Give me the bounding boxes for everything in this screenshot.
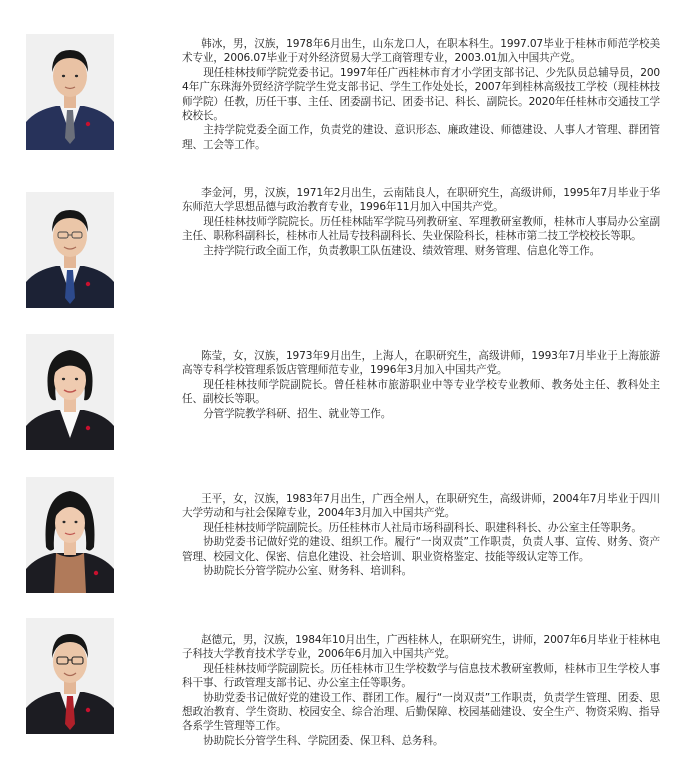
bio-career: 现任桂林技师学院党委书记。1997年任广西桂林市育才小学团支部书记、少先队员总辅导员，2004年广东珠海外贸经济学院学生党支部书记、学生工作处处长，2007年到桂林高级技工学校（现桂林技师学院）任教，历任干事、主任、团委副书记、团委书记、科长、副院长。2020年任桂林市交通技工学校校长。: [182, 66, 660, 123]
portrait-photo-2: [26, 192, 114, 308]
portrait-2-image: [26, 192, 114, 308]
bio-5: [182, 633, 660, 748]
bio-duties-extra: 协助院长分管学院办公室、财务科、培训科。: [203, 565, 413, 578]
bio-career: 现任桂林技师学院副院长。曾任桂林市旅游职业中等专业学校专业教师、教务处主任、教科处主任、副校长等职。: [182, 378, 660, 406]
portrait-photo-1: [26, 34, 114, 150]
portrait-photo-5: [26, 618, 114, 734]
bio-1: [182, 37, 660, 152]
portrait-photo-3: [26, 334, 114, 450]
bio-duties: 协助党委书记做好党的建设工作、群团工作。履行“一岗双责”工作职责，负责学生管理、团委、思想政治教育、学生资助、校园安全、综合治理、后勤保障、校园基础建设、安全生产、物资采购、指导各系学生管理等工作。: [182, 691, 660, 733]
portrait-photo-4: [26, 477, 114, 593]
bio-duties: 协助党委书记做好党的建设、组织工作。履行“一岗双责”工作职责，负责人事、宣传、财务、资产管理、校园文化、保密、信息化建设、社会培训、职业资格鉴定、技能等级认定等工作。: [182, 536, 660, 563]
bio-intro: 韩冰，男，汉族，1978年6月出生，山东龙口人，在职本科生。1997.07毕业于桂林市师范学校美术专业，2006.07毕业于对外经济贸易大学工商管理专业，2003.01加入中国共产党。: [182, 38, 660, 65]
portrait-3-image: [26, 334, 114, 450]
portrait-4-image: [26, 477, 114, 593]
portrait-1-image: [26, 34, 114, 150]
bio-intro: 王平，女，汉族，1983年7月出生，广西全州人，在职研究生，高级讲师，2004年7月毕业于四川大学劳动和与社会保障专业，2004年3月加入中国共产党。: [182, 493, 660, 520]
portrait-5-image: [26, 618, 114, 734]
bio-intro: 李金河，男，汉族，1971年2月出生，云南陆良人，在职研究生，高级讲师，1995年7月毕业于华东师范大学思想品德与政治教育专业，1996年11月加入中国共产党。: [182, 187, 660, 214]
bio-duties-extra: 协助院长分管学生科、学院团委、保卫科、总务科。: [203, 734, 444, 747]
bio-duties: 主持学院行政全面工作，负责教职工队伍建设、绩效管理、财务管理、信息化等工作。: [203, 244, 601, 257]
bio-duties: 分管学院教学科研、招生、就业等工作。: [203, 407, 392, 420]
bio-career: 现任桂林技师学院副院长。历任桂林市人社局市场科副科长、职建科科长、办公室主任等职务。: [203, 521, 642, 534]
bio-career: 现任桂林技师学院院长。历任桂林陆军学院马列教研室、军理教研室教师，桂林市人事局办公室副主任、职称科副科长，桂林市人社局专技科副科长、失业保险科长，桂林市第二技工学校校长等职。: [182, 215, 660, 243]
bio-2: [182, 186, 660, 258]
bio-career: 现任桂林技师学院副院长。历任桂林市卫生学校数学与信息技术教研室教师，桂林市卫生学校人事科干事、行政管理支部书记、办公室主任等职务。: [182, 662, 660, 690]
bio-duties: 主持学院党委全面工作，负责党的建设、意识形态、廉政建设、师德建设、人事人才管理、群团管理、工会等工作。: [182, 124, 660, 151]
bio-intro: 陈莹，女，汉族，1973年9月出生，上海人，在职研究生，高级讲师，1993年7月毕业于上海旅游高等专科学校管理系饭店管理师范专业，1996年3月加入中国共产党。: [182, 350, 660, 377]
bio-3: [182, 349, 660, 421]
bio-4: [182, 492, 660, 578]
bio-intro: 赵德元，男，汉族，1984年10月出生，广西桂林人，在职研究生，讲师，2007年6月毕业于桂林电子科技大学教育技术学专业，2006年6月加入中国共产党。: [182, 634, 660, 661]
